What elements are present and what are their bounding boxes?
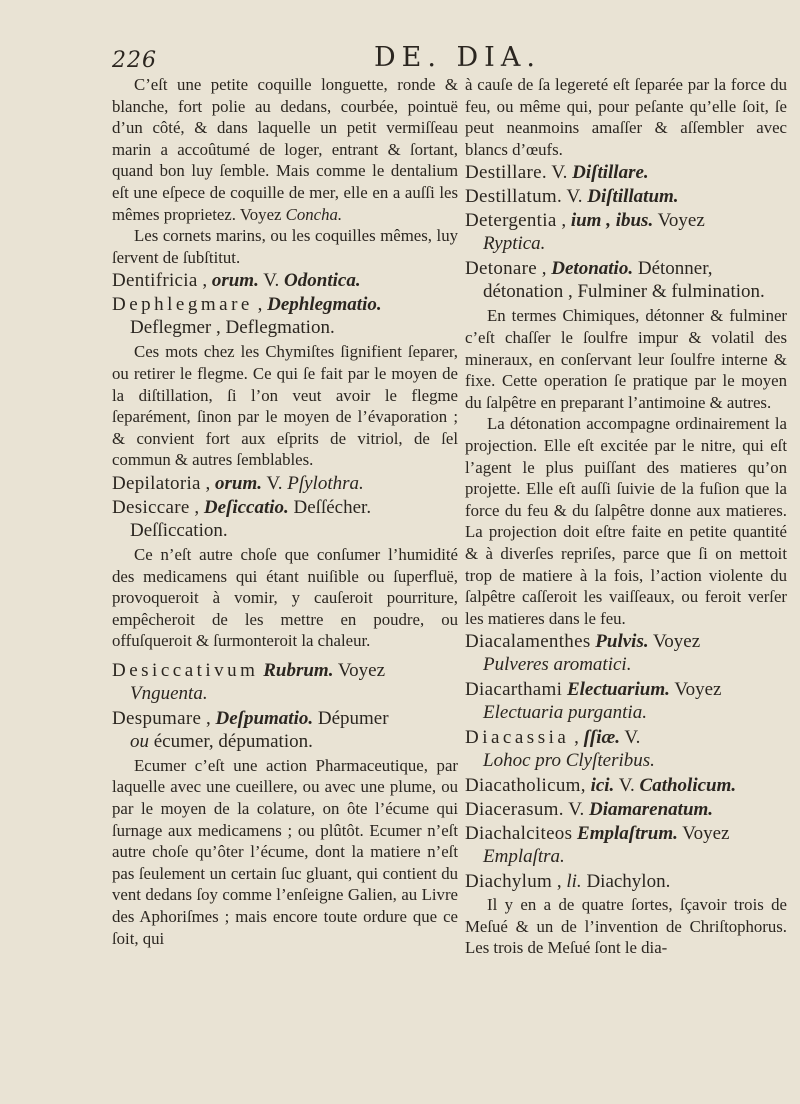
cross-reference: Lohoc pro Clyſteribus.: [483, 750, 655, 772]
entry-desiccativum: [112, 659, 458, 682]
separator: ,: [257, 294, 263, 316]
detonation-paragraph: La détonation accompagne ordinairement la projection. Elle eſt excitée par le nitre, qui eſt l’agent le plus puiſſant des matieres qu’on projette. Elle eſt auſſi ſuivie de la fuſion que la force du feu & du ſalpêtre donne aux matieres. La projection doit eſtre faite en petite quantité & à diverſes repriſes, parce que ſi on mettoit trop de matiere à la fois, l’action violente du ſalpêtre caſſeroit les vaiſſeaux, ou feroit verſer les matieres dans le feu.: [465, 414, 787, 628]
entry-noun: Deſpumatio.: [215, 707, 314, 729]
cross-reference: Diſtillatum.: [587, 186, 679, 208]
entry-headword: Destillare.: [465, 162, 547, 184]
spacer: [112, 652, 458, 658]
entry-diacarthami: [465, 678, 787, 701]
cross-reference-line: [465, 654, 787, 676]
see-marker: V.: [566, 186, 583, 208]
french-translation: détonation , Fulminer & fulmination.: [483, 281, 765, 303]
voyez-marker: Voyez: [682, 823, 730, 845]
entry-headword: Dentifricia: [112, 270, 198, 292]
despumare-paragraph: Ecumer c’eſt une action Pharmaceutique, par laquelle avec une cueillere, ou avec une plume, ou par le moyen de la colature, on ôte l’écume qui ſurnage aux medicamens ; ou plûtôt. Ecumer n’eſt autre choſe qu’ôter l’écume, dont la matiere n’eſt pas ſeulement un certain ſuc gluant, qui contient du vent dedans ſoy comme l’enſeigne Galien, au Livre des Aphoriſmes ; mais encore toute ordure que ce ſoit, qui: [112, 755, 458, 948]
entry-adjective: Rubrum.: [263, 659, 334, 681]
cross-reference: Vnguenta.: [130, 682, 208, 704]
cornets-paragraph: Les cornets marins, ou les coquilles mêmes, luy ſervent de ſubſtitut.: [112, 226, 458, 267]
page-header: [0, 40, 800, 76]
paragraph-text: C’eſt une petite coquille longuette, ronde & blanche, fort polie au dedans, courbée, pointuë d’un côté, & dans laquelle un petit vermiſſeau marin a accoûtumé de loger, entrant & ſortant, quand bon luy ſemble. Mais comme le dentalium eſt une eſpece de coquille de mer, elle en a auſſi les mêmes proprietez. Voyez: [112, 75, 458, 224]
separator: ,: [541, 258, 547, 280]
see-marker: V.: [266, 472, 283, 494]
cross-reference-line: [465, 233, 787, 255]
separator: ,: [205, 472, 211, 494]
cross-reference: Pulveres aromatici.: [483, 654, 632, 676]
cross-reference: Ryptica.: [483, 233, 546, 255]
running-head: DE. DIA.: [374, 42, 541, 73]
entry-headword: Diacatholicum,: [465, 775, 586, 797]
or-word: ou: [130, 730, 149, 752]
entry-case: orum.: [215, 472, 263, 494]
entry-case: ium , ibus.: [570, 210, 654, 232]
cross-reference: Odontica.: [284, 270, 361, 292]
cross-reference: Electuaria purgantia.: [483, 702, 647, 724]
entry-detergentia: [465, 209, 787, 232]
french-translation: écumer, dépumation.: [153, 730, 313, 752]
entry-diachylum: [465, 870, 787, 893]
entry-case: orum.: [211, 270, 259, 292]
separator: ,: [561, 210, 567, 232]
cross-reference: Diſtillare.: [572, 162, 649, 184]
cross-reference: Concha.: [285, 204, 343, 224]
entry-case: ici.: [590, 775, 615, 797]
separator: ,: [556, 871, 562, 893]
entry-noun: Detonatio.: [551, 258, 634, 280]
entry-diacatholicum: [465, 774, 787, 797]
diachylum-paragraph: Il y en a de quatre ſortes, ſçavoir trois de Meſué & un de l’invention de Chriſtophorus. Les trois de Meſué ſont le dia-: [465, 895, 787, 958]
separator: ,: [205, 707, 211, 729]
entry-noun: Dephlegmatio.: [267, 294, 382, 316]
dephlegmare-paragraph: Ces mots chez les Chymiſtes ſignifient ſeparer, ou retirer le flegme. Ce qui ſe fait par le moyen de la diſtillation, ſi l’on veut avoir le flegme ſeparément, ſinon par le moyen de l’évaporation ; & convient fort aux eſprits de vitriol, de ſel commun & autres ſemblables.: [112, 342, 458, 470]
entry-noun: Deſiccatio.: [203, 496, 289, 518]
separator: ,: [194, 496, 200, 518]
entry-headword: Desiccativum: [112, 659, 259, 681]
french-translation: Deflegmer , Deflegmation.: [130, 317, 335, 339]
cross-reference: Pſylothra.: [287, 472, 364, 494]
entry-headword: Diacalamenthes: [465, 631, 591, 653]
entry-case: li.: [566, 871, 582, 893]
entry-detonare: [465, 257, 787, 280]
entry-dentifricia: [112, 269, 458, 292]
cross-reference-line: [465, 846, 787, 868]
entry-headword: Diacerasum.: [465, 799, 564, 821]
dentalium-paragraph: [112, 74, 458, 225]
cross-reference-line: [112, 683, 458, 705]
french-translation: Deſſiccation.: [130, 519, 228, 541]
entry-depilatoria: [112, 472, 458, 495]
right-column: [465, 74, 787, 959]
entry-headword: Diacarthami: [465, 679, 563, 701]
continuation-paragraph: à cauſe de ſa legereté eſt ſeparée par la force du feu, ou même qui, pour peſante qu’elle ſoit, ſe peut neanmoins amaſſer & aſſembler avec blancs d’œufs.: [465, 75, 787, 159]
voyez-marker: Voyez: [653, 631, 701, 653]
french-translation: Détonner,: [637, 258, 713, 280]
entry-headword: Despumare: [112, 707, 202, 729]
entry-adjective: Emplaſtrum.: [577, 823, 678, 845]
french-translation: Deſſécher.: [293, 496, 372, 518]
see-marker: V.: [551, 162, 568, 184]
cross-reference-line: [465, 702, 787, 724]
entry-headword: Diachalciteos: [465, 823, 573, 845]
entry-diachalciteos: [465, 822, 787, 845]
see-marker: V.: [618, 775, 635, 797]
voyez-marker: Voyez: [337, 659, 386, 681]
french-translation: Diachylon.: [586, 871, 671, 893]
entry-adjective: Pulvis.: [595, 631, 649, 653]
cross-reference: Catholicum.: [639, 775, 737, 797]
french-translation: Dépumer: [317, 707, 389, 729]
see-marker: V.: [263, 270, 280, 292]
entry-destillatum: [465, 185, 787, 208]
entry-diacerasum: [465, 798, 787, 821]
separator: ,: [202, 270, 208, 292]
entry-dephlegmare: [112, 293, 458, 316]
french-translation-line: [112, 731, 458, 753]
entry-despumare: [112, 707, 458, 730]
cross-reference-line: [465, 750, 787, 772]
entry-diacassia: [465, 726, 787, 749]
see-marker: V.: [568, 799, 585, 821]
voyez-marker: Voyez: [657, 210, 705, 232]
cross-reference: Emplaſtra.: [483, 846, 565, 868]
entry-headword: Diachylum: [465, 871, 553, 893]
entry-diacalamenthes: [465, 630, 787, 653]
page-number: 226: [112, 48, 157, 73]
cross-reference: Diamarenatum.: [589, 799, 714, 821]
detonare-paragraph: En termes Chimiques, détonner & fulminer c’eſt chaſſer le ſoulfre impur & volatil des mineraux, en conſervant leur ſoulfre interne & fixe. Cette operation ſe pratique par le moyen du ſalpêtre en preparant l’antimoine & autres.: [465, 306, 787, 412]
entry-headword: Detergentia: [465, 210, 557, 232]
entry-headword: Diacassia: [465, 727, 570, 749]
entry-adjective: Electuarium.: [566, 679, 670, 701]
desiccare-paragraph: Ce n’eſt autre choſe que conſumer l’humidité des medicamens qui étant nuiſible ou ſuperfluë, provoqueroit à vomir, y cauſeroit pourriture, empêcheroit de les mettre en poudre, ou offuſqueroit & ſurmonteroit la chaleur.: [112, 544, 458, 651]
entry-headword: Desiccare: [112, 496, 190, 518]
entry-headword: Detonare: [465, 258, 538, 280]
entry-desiccare: [112, 496, 458, 519]
voyez-marker: Voyez: [674, 679, 722, 701]
entry-headword: Destillatum.: [465, 186, 563, 208]
left-column: [112, 74, 458, 949]
entry-headword: Dephlegmare: [112, 294, 253, 316]
separator: ,: [574, 727, 579, 749]
entry-headword: Depilatoria: [112, 472, 201, 494]
entry-destillare: [465, 161, 787, 184]
entry-case: ſſiæ.: [583, 727, 620, 749]
see-marker: V.: [624, 727, 641, 749]
